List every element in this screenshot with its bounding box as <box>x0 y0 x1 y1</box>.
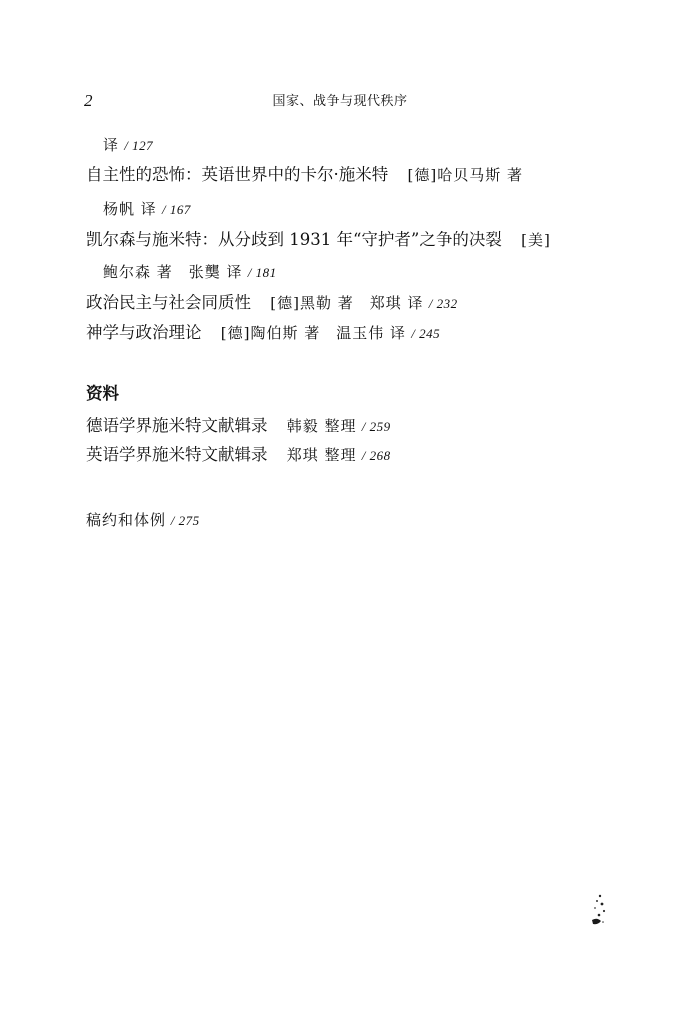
toc-page-ref: / 268 <box>361 448 391 463</box>
toc-line <box>86 229 551 251</box>
toc-title: 凯尔森与施米特：从分歧到 1931 年“守护者”之争的决裂 <box>86 230 502 249</box>
toc-page-ref: / 259 <box>361 419 391 434</box>
toc-authors: 鲍尔森 著 张龑 译 <box>103 263 243 281</box>
toc-authors: 译 <box>103 136 120 154</box>
toc-authors: [美] <box>521 231 551 249</box>
toc-line <box>86 444 391 467</box>
toc-line <box>86 164 523 186</box>
toc-line <box>103 198 191 221</box>
toc-line <box>86 415 391 438</box>
running-head: 国家、战争与现代秩序 <box>272 94 408 109</box>
toc-line <box>86 292 458 315</box>
toc-line <box>86 322 440 345</box>
toc-line <box>86 509 200 532</box>
toc-line <box>103 261 277 284</box>
toc-page-ref: / 245 <box>411 326 441 341</box>
toc-title: 稿约和体例 <box>86 511 167 529</box>
toc-page-ref: / 181 <box>247 265 277 280</box>
toc-line <box>103 134 153 157</box>
page-number: 2 <box>84 91 93 110</box>
toc-authors: [德]黑勒 著 郑琪 译 <box>270 294 424 312</box>
toc-page-ref: / 232 <box>428 296 458 311</box>
toc-authors: [德]陶伯斯 著 温玉伟 译 <box>220 324 406 342</box>
ink-smudge-mark <box>588 893 612 927</box>
toc-authors: [德]哈贝马斯 著 <box>407 166 523 184</box>
toc-title: 政治民主与社会同质性 <box>86 293 251 312</box>
toc-title: 德语学界施米特文献辑录 <box>86 416 268 435</box>
toc-title: 神学与政治理论 <box>86 323 202 342</box>
toc-authors: 杨帆 译 <box>103 200 157 218</box>
toc-page-ref: / 127 <box>124 138 154 153</box>
toc-page-ref: / 275 <box>170 513 200 528</box>
toc-authors: 韩毅 整理 <box>286 417 357 435</box>
toc-title: 英语学界施米特文献辑录 <box>86 445 268 464</box>
toc-page-ref: / 167 <box>162 202 191 217</box>
section-heading: 资料 <box>86 384 119 403</box>
toc-authors: 郑琪 整理 <box>286 446 357 464</box>
toc-title: 自主性的恐怖：英语世界中的卡尔·施米特 <box>86 165 389 184</box>
